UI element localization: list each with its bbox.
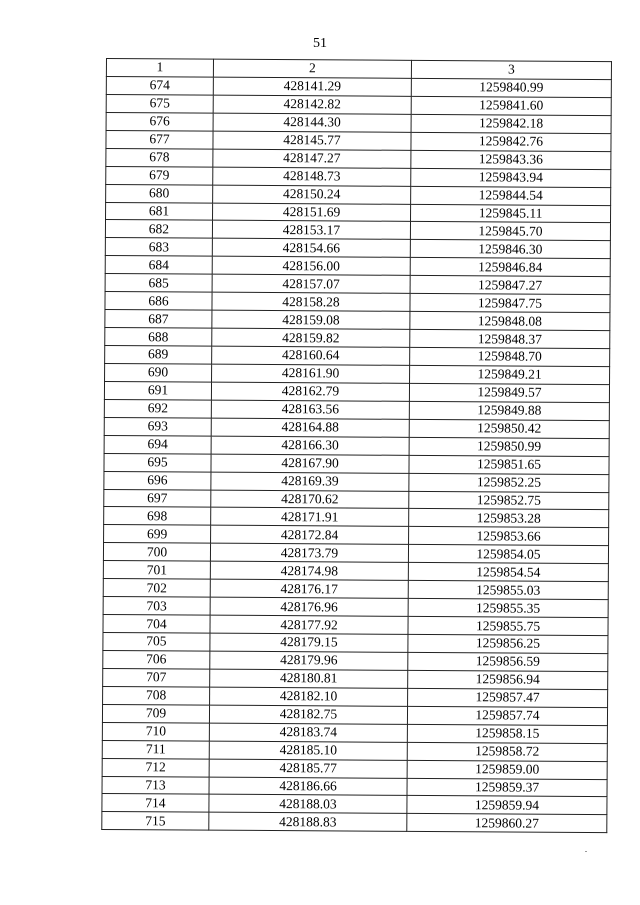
point-number-cell: 715 xyxy=(102,812,209,831)
y-coordinate-cell: 1259847.27 xyxy=(410,276,610,295)
x-coordinate-cell: 428145.77 xyxy=(213,131,411,150)
y-coordinate-cell: 1259853.28 xyxy=(409,509,609,528)
x-coordinate-cell: 428153.17 xyxy=(212,221,410,240)
x-coordinate-cell: 428174.98 xyxy=(210,561,408,580)
point-number-cell: 710 xyxy=(102,722,209,741)
y-coordinate-cell: 1259841.60 xyxy=(411,96,611,115)
y-coordinate-cell: 1259840.99 xyxy=(411,78,611,97)
x-coordinate-cell: 428169.39 xyxy=(211,472,409,491)
y-coordinate-cell: 1259847.75 xyxy=(410,294,610,313)
y-coordinate-cell: 1259845.70 xyxy=(410,222,610,241)
y-coordinate-cell: 1259856.59 xyxy=(408,652,608,671)
y-coordinate-cell: 1259848.70 xyxy=(410,347,610,366)
x-coordinate-cell: 428171.91 xyxy=(211,508,409,527)
point-number-cell: 687 xyxy=(105,310,212,329)
y-coordinate-cell: 1259859.00 xyxy=(407,760,607,779)
x-coordinate-cell: 428180.81 xyxy=(210,669,408,688)
point-number-cell: 696 xyxy=(104,471,211,490)
point-number-cell: 705 xyxy=(103,632,210,651)
point-number-cell: 708 xyxy=(103,686,210,705)
point-number-cell: 674 xyxy=(106,76,213,95)
y-coordinate-cell: 1259854.05 xyxy=(408,545,608,564)
x-coordinate-cell: 428158.28 xyxy=(212,292,410,311)
x-coordinate-cell: 428162.79 xyxy=(211,382,409,401)
point-number-cell: 698 xyxy=(104,507,211,526)
y-coordinate-cell: 1259858.15 xyxy=(407,724,607,743)
y-coordinate-cell: 1259842.76 xyxy=(411,132,611,151)
y-coordinate-cell: 1259857.47 xyxy=(408,688,608,707)
point-number-cell: 702 xyxy=(103,579,210,598)
x-coordinate-cell: 428183.74 xyxy=(209,723,407,742)
point-number-cell: 680 xyxy=(106,184,213,203)
point-number-cell: 704 xyxy=(103,615,210,634)
x-coordinate-cell: 428176.17 xyxy=(210,579,408,598)
y-coordinate-cell: 1259852.25 xyxy=(409,473,609,492)
x-coordinate-cell: 428166.30 xyxy=(211,436,409,455)
y-coordinate-cell: 1259854.54 xyxy=(408,563,608,582)
point-number-cell: 675 xyxy=(106,94,213,113)
y-coordinate-cell: 1259848.37 xyxy=(410,329,610,348)
point-number-cell: 709 xyxy=(102,704,209,723)
x-coordinate-cell: 428173.79 xyxy=(210,543,408,562)
point-number-cell: 686 xyxy=(105,292,212,311)
x-coordinate-cell: 428161.90 xyxy=(212,364,410,383)
point-number-cell: 713 xyxy=(102,776,209,795)
x-coordinate-cell: 428156.00 xyxy=(212,256,410,275)
point-number-cell: 692 xyxy=(104,399,211,418)
point-number-cell: 695 xyxy=(104,453,211,472)
y-coordinate-cell: 1259842.18 xyxy=(411,114,611,133)
column-header-1: 1 xyxy=(106,59,213,78)
point-number-cell: 701 xyxy=(103,561,210,580)
x-coordinate-cell: 428163.56 xyxy=(211,400,409,419)
y-coordinate-cell: 1259844.54 xyxy=(411,186,611,205)
point-number-cell: 678 xyxy=(106,148,213,167)
point-number-cell: 693 xyxy=(104,417,211,436)
y-coordinate-cell: 1259843.36 xyxy=(411,150,611,169)
x-coordinate-cell: 428188.03 xyxy=(209,795,407,814)
page-number: 51 xyxy=(313,36,327,51)
x-coordinate-cell: 428147.27 xyxy=(213,149,411,168)
point-number-cell: 683 xyxy=(105,238,212,257)
x-coordinate-cell: 428182.75 xyxy=(209,705,407,724)
y-coordinate-cell: 1259851.65 xyxy=(409,455,609,474)
x-coordinate-cell: 428141.29 xyxy=(213,77,411,96)
x-coordinate-cell: 428148.73 xyxy=(213,167,411,186)
point-number-cell: 694 xyxy=(104,435,211,454)
x-coordinate-cell: 428182.10 xyxy=(210,687,408,706)
x-coordinate-cell: 428172.84 xyxy=(211,526,409,545)
y-coordinate-cell: 1259850.42 xyxy=(409,419,609,438)
x-coordinate-cell: 428151.69 xyxy=(213,203,411,222)
point-number-cell: 711 xyxy=(102,740,209,759)
y-coordinate-cell: 1259845.11 xyxy=(411,204,611,223)
x-coordinate-cell: 428164.88 xyxy=(211,418,409,437)
table-body xyxy=(102,76,612,832)
x-coordinate-cell: 428159.82 xyxy=(212,328,410,347)
point-number-cell: 679 xyxy=(106,166,213,185)
x-coordinate-cell: 428144.30 xyxy=(213,113,411,132)
x-coordinate-cell: 428179.15 xyxy=(210,633,408,652)
y-coordinate-cell: 1259856.25 xyxy=(408,634,608,653)
point-number-cell: 677 xyxy=(106,130,213,149)
x-coordinate-cell: 428179.96 xyxy=(210,651,408,670)
point-number-cell: 700 xyxy=(103,543,210,562)
y-coordinate-cell: 1259860.27 xyxy=(407,814,607,833)
y-coordinate-cell: 1259846.30 xyxy=(410,240,610,259)
x-coordinate-cell: 428154.66 xyxy=(212,239,410,258)
column-header-3: 3 xyxy=(411,60,611,79)
point-number-cell: 690 xyxy=(105,363,212,382)
y-coordinate-cell: 1259852.75 xyxy=(409,491,609,510)
point-number-cell: 699 xyxy=(104,525,211,544)
y-coordinate-cell: 1259853.66 xyxy=(409,527,609,546)
y-coordinate-cell: 1259850.99 xyxy=(409,437,609,456)
column-header-2: 2 xyxy=(213,59,411,78)
x-coordinate-cell: 428157.07 xyxy=(212,274,410,293)
y-coordinate-cell: 1259855.35 xyxy=(408,598,608,617)
point-number-cell: 684 xyxy=(105,256,212,275)
x-coordinate-cell: 428176.96 xyxy=(210,597,408,616)
point-number-cell: 689 xyxy=(105,345,212,364)
point-number-cell: 685 xyxy=(105,274,212,293)
point-number-cell: 706 xyxy=(103,650,210,669)
x-coordinate-cell: 428160.64 xyxy=(212,346,410,365)
x-coordinate-cell: 428185.10 xyxy=(209,741,407,760)
scan-speck xyxy=(585,851,587,852)
x-coordinate-cell: 428170.62 xyxy=(211,490,409,509)
x-coordinate-cell: 428150.24 xyxy=(213,185,411,204)
y-coordinate-cell: 1259846.84 xyxy=(410,258,610,277)
x-coordinate-cell: 428167.90 xyxy=(211,454,409,473)
point-number-cell: 714 xyxy=(102,794,209,813)
point-number-cell: 703 xyxy=(103,597,210,616)
point-number-cell: 688 xyxy=(105,328,212,347)
point-number-cell: 707 xyxy=(103,668,210,687)
point-number-cell: 676 xyxy=(106,112,213,131)
y-coordinate-cell: 1259855.75 xyxy=(408,616,608,635)
table-row xyxy=(102,812,607,833)
y-coordinate-cell: 1259856.94 xyxy=(408,670,608,689)
point-number-cell: 681 xyxy=(106,202,213,221)
y-coordinate-cell: 1259843.94 xyxy=(411,168,611,187)
y-coordinate-cell: 1259859.94 xyxy=(407,796,607,815)
y-coordinate-cell: 1259849.57 xyxy=(409,383,609,402)
x-coordinate-cell: 428186.66 xyxy=(209,777,407,796)
y-coordinate-cell: 1259857.74 xyxy=(407,706,607,725)
point-number-cell: 712 xyxy=(102,758,209,777)
point-number-cell: 682 xyxy=(105,220,212,239)
x-coordinate-cell: 428142.82 xyxy=(213,95,411,114)
x-coordinate-cell: 428159.08 xyxy=(212,310,410,329)
coordinates-table xyxy=(101,58,612,833)
point-number-cell: 691 xyxy=(104,381,211,400)
y-coordinate-cell: 1259849.88 xyxy=(409,401,609,420)
y-coordinate-cell: 1259848.08 xyxy=(410,311,610,330)
y-coordinate-cell: 1259849.21 xyxy=(410,365,610,384)
y-coordinate-cell: 1259859.37 xyxy=(407,778,607,797)
x-coordinate-cell: 428185.77 xyxy=(209,759,407,778)
y-coordinate-cell: 1259858.72 xyxy=(407,742,607,761)
point-number-cell: 697 xyxy=(104,489,211,508)
x-coordinate-cell: 428177.92 xyxy=(210,615,408,634)
x-coordinate-cell: 428188.83 xyxy=(209,813,407,832)
y-coordinate-cell: 1259855.03 xyxy=(408,581,608,600)
